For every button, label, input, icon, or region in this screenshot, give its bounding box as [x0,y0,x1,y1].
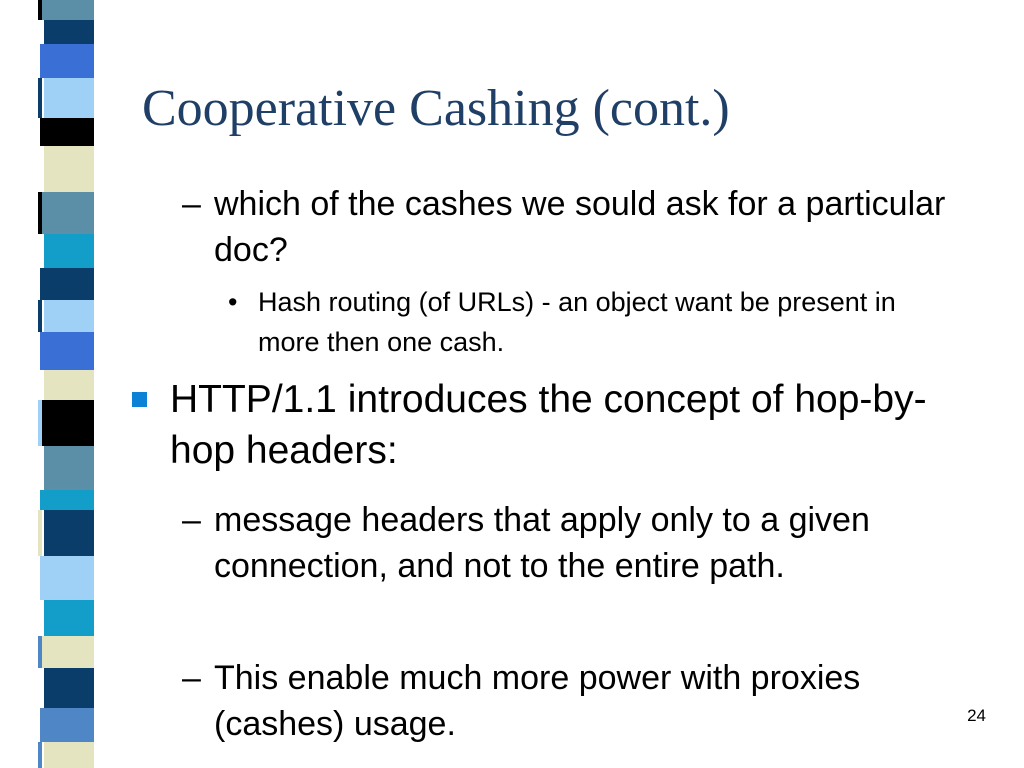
stripe-segment [40,490,94,510]
sub-bullet-text: which of the cashes we sould ask for a particular doc? [214,185,946,269]
stripe-segment [40,268,94,300]
sub-bullet-text: This enable much more power with proxies (cashes) usage. [214,659,861,743]
bullet-text: HTTP/1.1 introduces the concept of hop-by-hop headers: [170,378,927,472]
stripe-segment [44,742,94,768]
stripe-edge-segment [38,300,42,332]
page-number: 24 [967,706,986,725]
stripe-segment [44,370,94,400]
dot-marker: • [228,287,238,317]
sub-bullet-which-cashes [182,181,982,273]
stripe-edge-segment [38,192,42,234]
stripe-edge-segment [38,742,42,768]
sub-bullet-message-headers [182,497,982,589]
stripe-edge-segment [38,636,42,668]
stripe-segment [44,300,94,332]
stripe-segment [44,78,94,118]
square-bullet-icon [132,392,147,407]
stripe-segment [40,192,94,234]
decorative-stripe-bar [0,0,118,768]
stripe-segment [40,400,94,446]
sub-bullet-text: message headers that apply only to a given connection, and not to the entire path. [214,501,870,585]
stripe-segment [44,20,94,44]
stripe-edge-segment [38,78,42,118]
stripe-bar-graphic [0,0,118,768]
stripe-segment [44,510,94,556]
dash-marker: – [182,185,201,223]
dash-marker: – [182,501,201,539]
stripe-segment [40,708,94,742]
stripe-segment [44,446,94,490]
sub-bullet-proxies [182,655,982,747]
stripe-segment [40,636,94,668]
stripe-segment [40,332,94,370]
stripe-segment [44,146,94,192]
stripe-segment [44,234,94,268]
stripe-segment [40,44,94,78]
stripe-segment [40,118,94,146]
dash-marker: – [182,659,201,697]
stripe-edge-segment [38,510,42,556]
sub-sub-bullet-text: Hash routing (of URLs) - an object want be present in more then one cash. [258,287,896,357]
stripe-edge-segment [38,0,42,20]
sub-sub-bullet-hash-routing [228,282,948,362]
stripe-segment [44,668,94,708]
stripe-segment [40,556,94,600]
stripe-edge-segment [38,400,42,446]
stripe-segment [44,600,94,636]
stripe-segment [40,0,94,20]
bullet-http11 [128,374,948,476]
slide-title: Cooperative Cashing (cont.) [142,80,730,137]
